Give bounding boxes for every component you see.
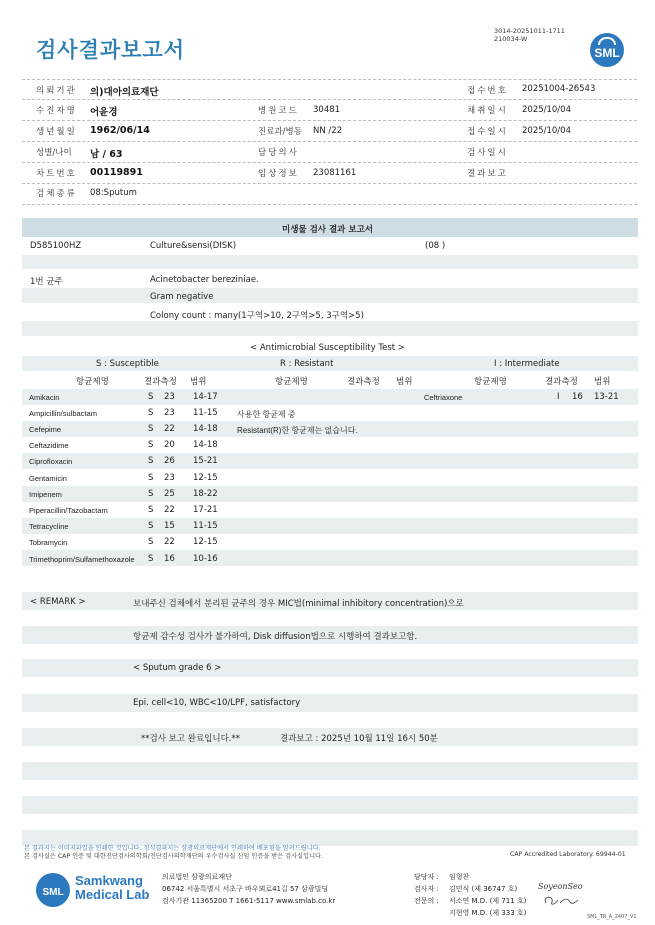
remark-band	[22, 694, 638, 712]
sml-logo	[590, 33, 624, 67]
resistant-note-2: Resistant(R)한 항균제는 없습니다.	[237, 426, 358, 435]
legend-resistant: R : Resistant	[280, 359, 334, 369]
staff-label: 담당자 :	[414, 873, 439, 881]
divider	[22, 99, 637, 100]
drug-range: 12-15	[193, 473, 218, 483]
drug-sir: S	[148, 424, 154, 434]
drug-value: 26	[164, 456, 175, 466]
col-range-i: 범위	[594, 377, 611, 387]
drug-value: 23	[164, 392, 175, 402]
dob-label: 생년월일	[36, 127, 77, 137]
staff-names	[449, 871, 526, 919]
footer-notice: 본 검사실은 CAP 인증 및 대한진단검사의학회/진단검사의학재단의 우수검사실 신임 인증을 받은 검사실입니다.	[24, 853, 323, 860]
test-code: D585100HZ	[30, 241, 82, 251]
col-result-r: 결과측정	[347, 377, 380, 387]
divider	[22, 79, 637, 80]
brand-line-1: Samkwang	[75, 873, 143, 888]
drug-sir: S	[148, 392, 154, 402]
brand-name	[75, 874, 149, 902]
sex-age-value: 남 / 63	[90, 149, 123, 160]
drug-value: 23	[164, 473, 175, 483]
intermediate-drug-range: 13-21	[594, 392, 619, 402]
row-band	[22, 518, 638, 534]
row-band	[22, 321, 638, 336]
drug-name: Tetracycline	[29, 522, 69, 531]
drug-value: 23	[164, 408, 175, 418]
drug-name: Ceftazidime	[29, 441, 69, 450]
col-drug-i: 항균제명	[474, 377, 507, 387]
org-name: 의료법인 삼광의료재단	[162, 873, 232, 881]
legend-susceptible: S : Susceptible	[96, 359, 159, 369]
logo-arc-icon	[598, 37, 616, 45]
drug-sir: S	[148, 489, 154, 499]
drug-range: 14-18	[193, 424, 218, 434]
doctor-label: 담당의사	[258, 148, 299, 158]
drug-name: Imipenem	[29, 490, 62, 499]
report-complete: **검사 보고 완료입니다.**	[141, 734, 241, 744]
col-drug-r: 항균제명	[275, 377, 308, 387]
collect-date-value: 2025/10/04	[522, 105, 571, 115]
remark-line-1: 보내주신 검체에서 분리된 균주의 경우 MIC법(minimal inhibitory concentration)으로	[133, 599, 464, 609]
clinical-value: 23081161	[313, 168, 357, 178]
drug-range: 12-15	[193, 537, 218, 547]
drug-name: Trimethoprim/Sulfamethoxazole	[29, 555, 135, 564]
row-band	[22, 453, 638, 469]
org-contact: 검사기관 11365200 T 1661-5117 www.smlab.co.kr	[162, 897, 336, 905]
drug-range: 14-17	[193, 392, 218, 402]
divider	[22, 141, 637, 142]
col-result-s: 결과측정	[144, 377, 177, 387]
drug-sir: S	[148, 554, 154, 564]
dob-value: 1962/06/14	[90, 125, 150, 136]
drug-name: Amikacin	[29, 393, 60, 402]
tester-label: 검사자 :	[414, 885, 439, 893]
resistant-note-1: 사용한 항균제 중	[237, 410, 296, 419]
sputum-grade: < Sputum grade 6 >	[133, 663, 222, 673]
sex-age-label: 성별/나이	[36, 148, 72, 158]
tester-name: 김민식 (제 36747 호)	[449, 885, 518, 893]
dept-value: NN /22	[313, 126, 343, 136]
drug-value: 20	[164, 440, 175, 450]
divider	[22, 204, 637, 205]
expert-name-2: 지현영 M.D. (제 333 호)	[449, 909, 527, 917]
cap-accreditation: CAP Accredited Laboratory. 69944-01	[510, 851, 626, 858]
remark-label: < REMARK >	[30, 597, 86, 607]
report-heading: 미생물 검사 결과 보고서	[282, 225, 373, 235]
drug-sir: S	[148, 473, 154, 483]
specimen-label: 검체종류	[36, 189, 77, 199]
ast-title: < Antimicrobial Susceptibility Test >	[250, 343, 405, 353]
drug-sir: S	[148, 537, 154, 547]
drug-range: 14-18	[193, 440, 218, 450]
drug-value: 22	[164, 505, 175, 515]
epi-cell: Epi. cell<10, WBC<10/LPF, satisfactory	[133, 698, 301, 708]
org-address: 06742 서울특별시 서초구 바우뫼로41길 57 삼광빌딩	[162, 885, 329, 893]
gram-stain: Gram negative	[150, 292, 214, 302]
legend-intermediate: I : Intermediate	[494, 359, 560, 369]
document-id	[494, 27, 565, 43]
form-code: SML_TR_A_2407_V1	[587, 914, 637, 920]
collect-date-label: 채취일시	[467, 106, 508, 116]
test-date-label: 검사일시	[467, 148, 508, 158]
req-org-value: 의)대아의료재단	[90, 87, 159, 98]
organism-name: Acinetobacter bereziniae.	[150, 275, 259, 285]
staff-labels	[414, 871, 439, 907]
signature-2	[540, 894, 580, 908]
row-band	[22, 486, 638, 502]
report-time: 결과보고 : 2025년 10월 11일 16시 50분	[280, 734, 438, 744]
col-range-s: 범위	[190, 377, 207, 387]
test-number: (08 )	[425, 241, 446, 251]
footer-notice-blue: 본 결과지는 이미지파일을 인쇄한 것입니다. 정식결과지는 삼광의료재단에서 인쇄하여 배포됨을 알려드립니다.	[24, 845, 321, 852]
brand-line-2: Medical Lab	[75, 887, 150, 902]
footer-logo	[36, 873, 70, 907]
staff-name: 임형찬	[449, 873, 470, 881]
report-label: 결과보고	[467, 169, 508, 179]
drug-sir: S	[148, 505, 154, 515]
drug-range: 15-21	[193, 456, 218, 466]
drug-value: 25	[164, 489, 175, 499]
chart-no-label: 차트번호	[36, 169, 77, 179]
row-band	[22, 288, 638, 303]
row-band	[22, 796, 638, 814]
footer-address-block	[162, 871, 335, 907]
drug-name: Gentamicin	[29, 474, 67, 483]
specimen-value: 08:Sputum	[90, 188, 137, 198]
remark-band	[22, 659, 638, 677]
drug-value: 22	[164, 424, 175, 434]
document-id-line2: 210034-W	[494, 35, 528, 43]
document-id-line1: 3014-20251011-1711	[494, 27, 565, 35]
drug-range: 11-15	[193, 408, 218, 418]
test-name: Culture&sensi(DISK)	[150, 241, 237, 251]
logo-text: SML	[594, 46, 620, 60]
hosp-code-value: 30481	[313, 105, 341, 115]
divider	[22, 162, 637, 163]
drug-sir: S	[148, 408, 154, 418]
drug-range: 10-16	[193, 554, 218, 564]
recv-date-label: 접수일시	[467, 127, 508, 137]
row-band	[22, 762, 638, 780]
drug-value: 15	[164, 521, 175, 531]
clinical-label: 임상정보	[258, 169, 299, 179]
colony-count: Colony count : many(1구역>10, 2구역>5, 3구역>5)	[150, 311, 364, 321]
divider	[22, 120, 637, 121]
recv-date-value: 2025/10/04	[522, 126, 571, 136]
expert-name-1: 서소연 M.D. (제 711 호)	[449, 897, 527, 905]
recv-no-value: 20251004-26543	[522, 84, 596, 94]
drug-sir: S	[148, 440, 154, 450]
row-band	[22, 255, 638, 269]
drug-name: Ampicillin/sulbactam	[29, 409, 97, 418]
col-drug-s: 항균제명	[76, 377, 109, 387]
drug-sir: S	[148, 456, 154, 466]
intermediate-drug-sir: I	[557, 392, 560, 402]
col-range-r: 범위	[396, 377, 413, 387]
drug-range: 11-15	[193, 521, 218, 531]
drug-sir: S	[148, 521, 154, 531]
footer-logo-text: SML	[42, 887, 64, 898]
page-title: 검사결과보고서	[36, 38, 186, 62]
row-band	[22, 389, 638, 405]
drug-value: 16	[164, 554, 175, 564]
name-label: 수진자명	[36, 106, 77, 116]
organism-label: 1번 균주	[30, 277, 63, 287]
chart-no-value: 00119891	[90, 167, 143, 178]
dept-label: 진료과/병동	[258, 127, 302, 137]
drug-name: Tobramycin	[29, 538, 68, 547]
recv-no-label: 접수번호	[467, 86, 508, 96]
drug-name: Cefepime	[29, 425, 62, 434]
drug-range: 18-22	[193, 489, 218, 499]
signature-1: SoyeonSeo	[538, 882, 583, 891]
drug-name: Ciprofloxacin	[29, 457, 73, 466]
intermediate-drug-value: 16	[572, 392, 583, 402]
expert-label: 전문의 :	[414, 897, 439, 905]
intermediate-drug-name: Ceftriaxone	[424, 393, 463, 402]
hosp-code-label: 병원코드	[258, 106, 299, 116]
drug-range: 17-21	[193, 505, 218, 515]
req-org-label: 의뢰기관	[36, 86, 77, 96]
drug-name: Piperacillin/Tazobactam	[29, 506, 108, 515]
name-value: 어윤경	[90, 107, 118, 118]
remark-line-2: 항균제 감수성 검사가 불가하여, Disk diffusion법으로 시행하여 결과보고함.	[133, 632, 418, 642]
col-result-i: 결과측정	[545, 377, 578, 387]
divider	[22, 183, 637, 184]
drug-value: 22	[164, 537, 175, 547]
